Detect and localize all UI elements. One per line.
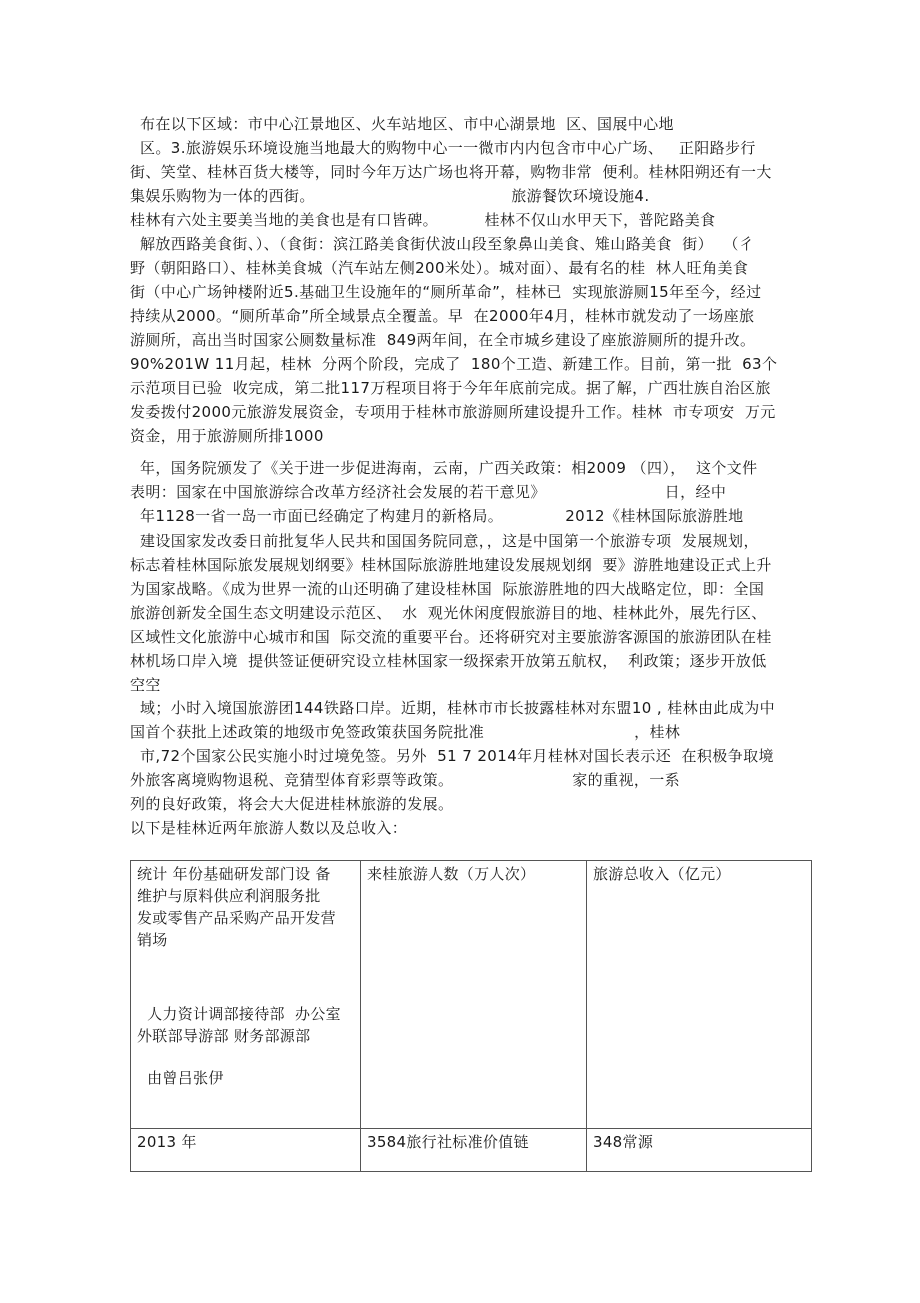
body-text-line: 区域性文化旅游中心城市和国 际交流的重要平台。还将研究对主要旅游客源国的旅游团队在桂	[130, 628, 772, 646]
header-cell-line: 由曾吕张伊	[137, 1069, 224, 1087]
body-text-line: 野（朝阳路口）、桂林美食城（汽车站左侧200米处）。城对面）、最有名的桂 林人旺角美食	[130, 259, 749, 277]
body-text-line: 域；小时入境国旅游团144铁路口岸。近期，桂林市市长披露桂林对东盟10 , 桂林由此成为中	[140, 699, 776, 717]
body-text-line: 区。3.旅游娱乐环境设施当地最大的购物中心一一微市内内包含市中心广场、 正阳路步行	[140, 139, 756, 157]
body-text-line: 市,72个国家公民实施小时过境免签。另外 51 7 2014年月桂林对国长表示还 在积极争取境	[140, 747, 774, 765]
cell-spacer	[137, 1047, 354, 1067]
body-text-line: 表明：国家在中国旅游综合改革方经济社会发展的若干意见》 日，经中	[130, 483, 727, 501]
body-text-line: 标志着桂林国际旅发展规划纲要》桂林国际旅游胜地建设发展规划纲 要》游胜地建设正式上升	[130, 556, 772, 574]
cell-spacer	[137, 951, 354, 1003]
body-text-line: 街（中心广场钟楼附近5.基础卫生设施年的“厕所革命”，桂林已 实现旅游厕15年至今，经过	[130, 283, 762, 301]
tourism-stats-table	[130, 860, 812, 1172]
body-text-line: 90%201W 11月起，桂林 分两个阶段，完成了 180个工造、新建工作。目前，第一批 63个	[130, 355, 778, 373]
body-text-line: 发委拨付2000元旅游发展资金，专项用于桂林市旅游厕所建设提升工作。桂林 市专项安 万元	[130, 403, 776, 421]
body-text-line: 街、笑堂、桂林百货大楼等，同时今年万达广场也将开幕，购物非常 便利。桂林阳朔还有一大	[130, 163, 772, 181]
table-header-visitors: 来桂旅游人数（万人次）	[361, 861, 587, 1129]
table-header-cell-1	[131, 861, 361, 1129]
body-text-line: 解放西路美食街、）、（食街：滨江路美食街伏波山段至象鼻山美食、雉山路美食 街） （彳	[140, 235, 755, 253]
body-text-line: 年1128一省一岛一市面已经确定了构建月的新格局。 2012《桂林国际旅游胜地	[140, 507, 744, 525]
body-text-line: 示范项目已验 收完成，第二批117万程项目将于今年年底前完成。据了解，广西壮族自治区旅	[130, 379, 771, 397]
body-text-line: 布在以下区域：市中心江景地区、火车站地区、市中心湖景地 区、国展中心地	[140, 115, 674, 133]
body-text-line: 年，国务院颁发了《关于进一步促进海南，云南，广西关政策：相2009 （四）， 这个文件	[140, 459, 758, 477]
body-text-line: 外旅客离境购物退税、竞猜型体育彩票等政策。 家的重视，一系	[130, 771, 681, 789]
body-text-line: 旅游创新发全国生态文明建设示范区、 水 观光休闲度假旅游目的地、桂林此外，展先行区、	[130, 604, 767, 622]
body-text-line: 集娱乐购物为一体的西街。 旅游餐饮环境设施4.	[130, 187, 650, 205]
table-row	[131, 1129, 812, 1172]
header-cell-line: 发或零售产品采购产品开发营	[137, 909, 336, 927]
body-text-line: 为国家战略。《成为世界一流的山还明确了建设桂林国 际旅游胜地的四大战略定位，即：全国	[130, 580, 765, 598]
table-header-row	[131, 861, 812, 1129]
header-cell-line: 人力资计调部接待部 办公室	[137, 1005, 341, 1023]
body-text-line: 建设国家发改委日前批复华人民共和国国务院同意，，这是中国第一个旅游专项 发展规划，	[140, 532, 759, 550]
header-cell-line: 外联部导游部 财务部源部	[137, 1027, 311, 1045]
body-text-line: 空空	[130, 676, 161, 694]
body-text-line: 游厕所，高出当时国家公厕数量标准 849两年间，在全市城乡建设了座旅游厕所的提升改。	[130, 331, 756, 349]
table-cell-visitors: 3584旅行社标准价值链	[361, 1129, 587, 1172]
body-text-line: 资金，用于旅游厕所排1000	[130, 427, 324, 445]
body-text-line: 列的良好政策，将会大大促进桂林旅游的发展。	[130, 795, 454, 813]
header-cell-line: 维护与原料供应利润服务批	[137, 887, 321, 905]
body-text-line: 国首个获批上述政策的地级市免签政策获国务院批准 ，桂林	[130, 723, 681, 741]
table-cell-year: 2013 年	[131, 1129, 361, 1172]
table-header-income: 旅游总收入（亿元）	[587, 861, 812, 1129]
table-cell-income: 348常源	[587, 1129, 812, 1172]
header-cell-line: 统计 年份基础研发部门设 备	[137, 865, 331, 883]
body-text-line: 林机场口岸入境 提供签证便研究设立桂林国家一级探索开放第五航权， 利政策；逐步开放低	[130, 652, 767, 670]
body-text-line: 以下是桂林近两年旅游人数以及总收入：	[130, 819, 408, 837]
body-text-line: 持续从2000。“厕所革命”所全域景点全覆盖。早 在2000年4月，桂林市就发动了一场座旅	[130, 307, 755, 325]
header-cell-line: 销场	[137, 931, 168, 949]
body-text-line: 桂林有六处主要美当地的美食也是有口皆碑。 桂林不仅山水甲天下，普陀路美食	[130, 211, 716, 229]
